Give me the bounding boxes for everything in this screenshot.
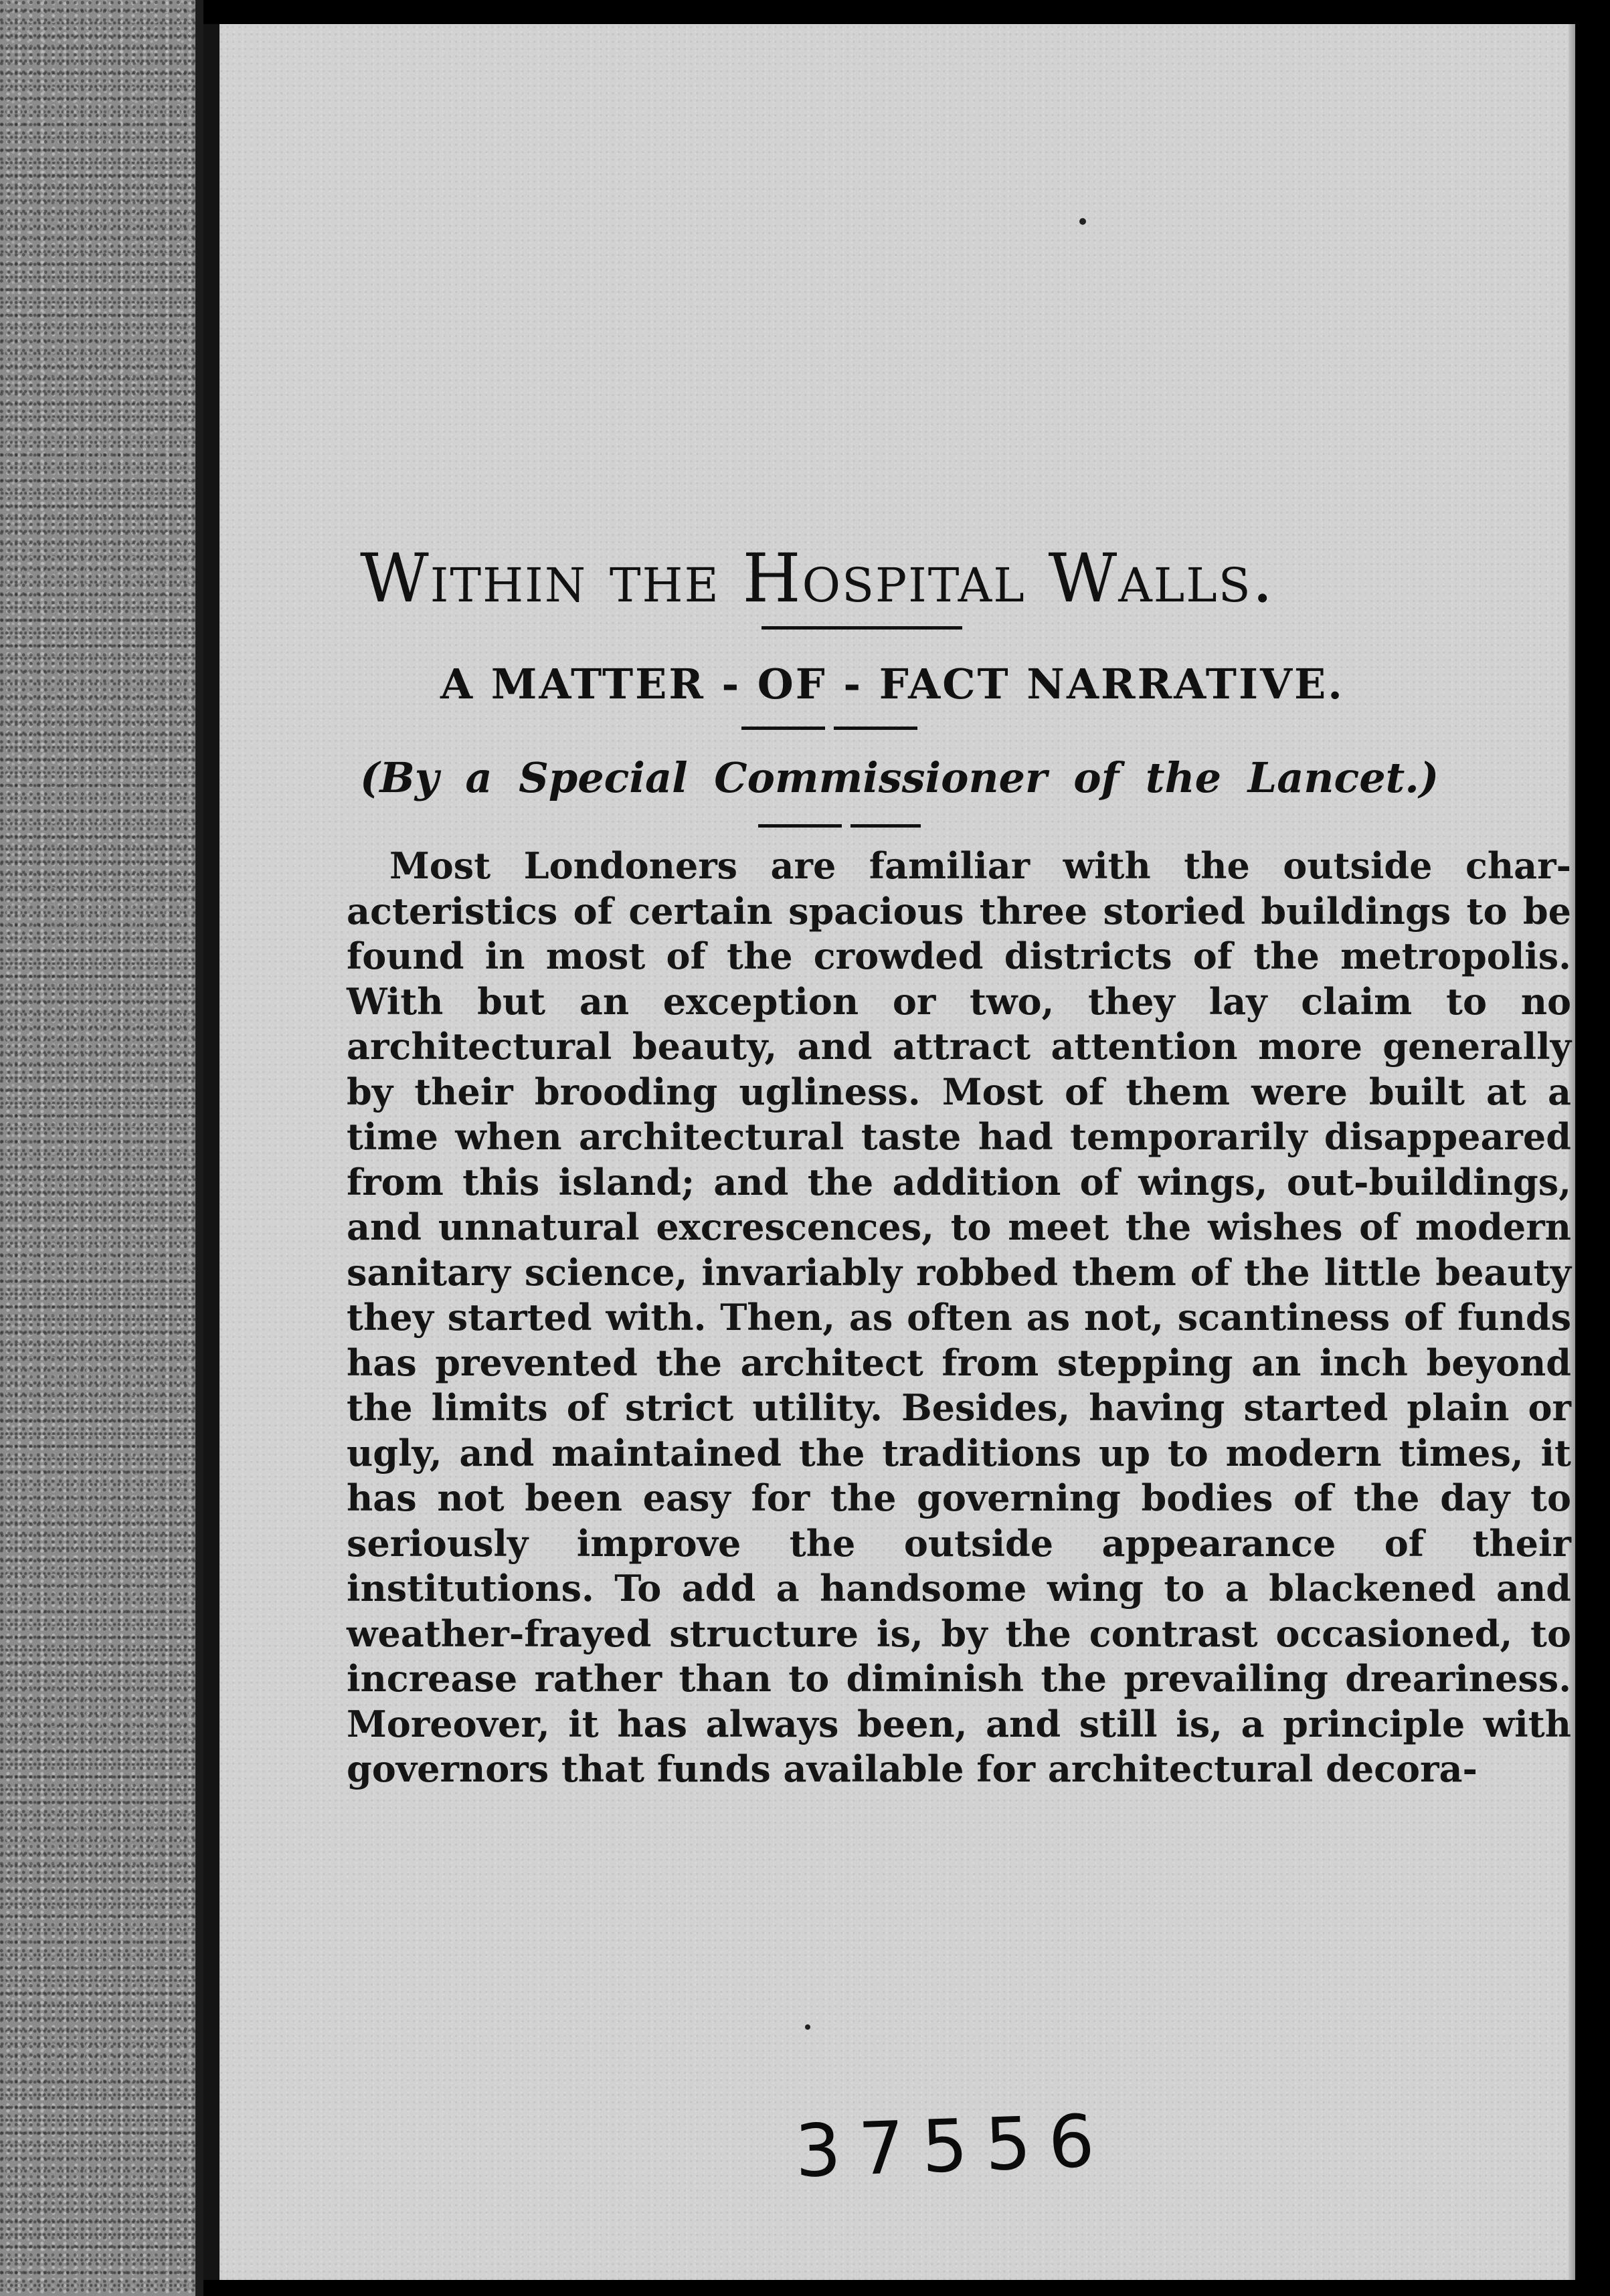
byline: (By a Special Commissioner of the Lancet.) <box>360 753 1439 802</box>
byline-divider-right <box>851 824 921 828</box>
book-spine <box>0 0 201 2296</box>
byline-divider-left <box>758 824 842 828</box>
ink-speck <box>805 2024 810 2030</box>
ink-speck <box>1079 218 1086 225</box>
subtitle-divider-left <box>741 727 825 730</box>
subtitle: A MATTER - OF - FACT NARRATIVE. <box>440 660 1344 708</box>
page-title: Within the Hospital Walls. <box>360 539 1275 617</box>
title-underline <box>762 626 962 630</box>
spine-edge <box>195 0 203 2296</box>
body-paragraph: Most Londoners are familiar with the outside characteristics of certain spacious three storied buildings to be found in most of the crowded districts of the metropolis. With but an exception or two, they lay claim to no architectural beauty, and attract attention more generally by their brooding ugliness. Most of them were built at a time when architectural taste had temporarily disappeared from this island; and the addition of wings, out-buildings, and unnatural excrescences, to meet the wishes of modern sanitary science, invariably robbed them of the little beauty they started with. Then, as often as not, scantiness of funds has prevented the architect from stepping an inch beyond the limits of strict utility. Besides, having started plain or ugly, and maintained the traditions up to modern times, it has not been easy for the governing bodies of the day to seriously improve the outside appearance of their institutions. To add a handsome wing to a blackened and weather-frayed structure is, by the contrast occasioned, to increase rather than to diminish the prevailing dreariness. Moreover, it has always been, and still is, a principle with governors that funds available for architectural decora- <box>347 844 1571 1790</box>
subtitle-divider-right <box>834 727 917 730</box>
handwritten-catalogue-number: 37556 <box>793 2099 1113 2194</box>
document-page <box>203 24 1575 2280</box>
